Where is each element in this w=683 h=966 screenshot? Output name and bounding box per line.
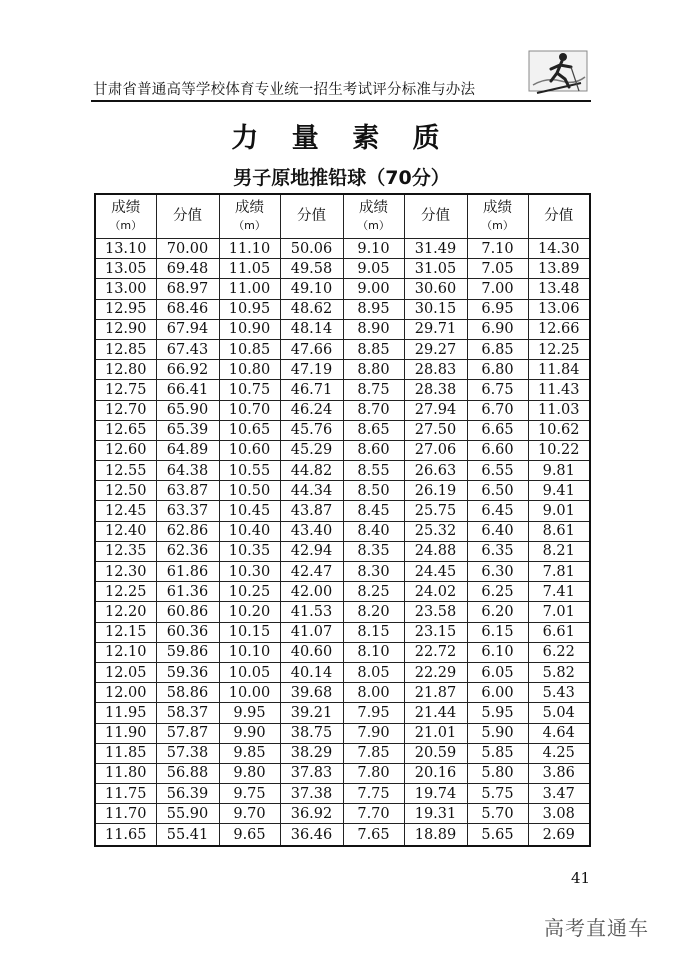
points-cell: 67.94 bbox=[156, 319, 219, 339]
points-cell: 4.64 bbox=[528, 723, 590, 743]
table-row bbox=[95, 723, 590, 743]
points-cell: 20.16 bbox=[404, 763, 467, 783]
points-cell: 44.34 bbox=[280, 481, 343, 501]
score-cell: 10.90 bbox=[219, 319, 280, 339]
table-row bbox=[95, 562, 590, 582]
points-cell: 42.94 bbox=[280, 541, 343, 561]
score-cell: 10.30 bbox=[219, 562, 280, 582]
score-cell: 8.90 bbox=[343, 319, 404, 339]
points-cell: 40.60 bbox=[280, 642, 343, 662]
table-row bbox=[95, 743, 590, 763]
score-cell: 10.95 bbox=[219, 299, 280, 319]
score-cell: 12.45 bbox=[95, 501, 156, 521]
score-cell: 12.60 bbox=[95, 440, 156, 460]
points-cell: 39.21 bbox=[280, 703, 343, 723]
col-header-points: 分值 bbox=[404, 194, 467, 239]
score-cell: 8.65 bbox=[343, 420, 404, 440]
points-cell: 26.19 bbox=[404, 481, 467, 501]
col-header-score: 成绩 （m） bbox=[95, 194, 156, 239]
points-cell: 49.10 bbox=[280, 279, 343, 299]
points-cell: 19.31 bbox=[404, 804, 467, 824]
points-cell: 50.06 bbox=[280, 239, 343, 259]
score-cell: 6.05 bbox=[467, 662, 528, 682]
points-cell: 65.39 bbox=[156, 420, 219, 440]
points-cell: 44.82 bbox=[280, 461, 343, 481]
score-cell: 12.55 bbox=[95, 461, 156, 481]
col-header-points: 分值 bbox=[280, 194, 343, 239]
score-cell: 12.15 bbox=[95, 622, 156, 642]
score-cell: 6.10 bbox=[467, 642, 528, 662]
points-cell: 25.32 bbox=[404, 521, 467, 541]
table-row bbox=[95, 683, 590, 703]
points-cell: 46.71 bbox=[280, 380, 343, 400]
points-cell: 60.36 bbox=[156, 622, 219, 642]
table-row bbox=[95, 380, 590, 400]
points-cell: 6.61 bbox=[528, 622, 590, 642]
table-row bbox=[95, 279, 590, 299]
score-cell: 7.10 bbox=[467, 239, 528, 259]
table-row bbox=[95, 481, 590, 501]
score-cell: 9.00 bbox=[343, 279, 404, 299]
table-row bbox=[95, 259, 590, 279]
score-cell: 6.50 bbox=[467, 481, 528, 501]
score-cell: 9.05 bbox=[343, 259, 404, 279]
score-cell: 8.55 bbox=[343, 461, 404, 481]
points-cell: 27.50 bbox=[404, 420, 467, 440]
points-cell: 27.94 bbox=[404, 400, 467, 420]
score-cell: 10.15 bbox=[219, 622, 280, 642]
score-cell: 8.80 bbox=[343, 360, 404, 380]
points-cell: 24.02 bbox=[404, 582, 467, 602]
score-cell: 12.10 bbox=[95, 642, 156, 662]
score-cell: 12.40 bbox=[95, 521, 156, 541]
score-cell: 11.70 bbox=[95, 804, 156, 824]
points-cell: 43.87 bbox=[280, 501, 343, 521]
points-cell: 10.62 bbox=[528, 420, 590, 440]
col-header-points: 分值 bbox=[528, 194, 590, 239]
points-cell: 61.36 bbox=[156, 582, 219, 602]
points-cell: 66.41 bbox=[156, 380, 219, 400]
score-cell: 6.60 bbox=[467, 440, 528, 460]
score-cell: 11.75 bbox=[95, 784, 156, 804]
points-cell: 7.01 bbox=[528, 602, 590, 622]
points-cell: 41.53 bbox=[280, 602, 343, 622]
table-row bbox=[95, 239, 590, 259]
points-cell: 47.66 bbox=[280, 339, 343, 359]
header-title: 甘肃省普通高等学校体育专业统一招生考试评分标准与办法 bbox=[93, 82, 476, 98]
table-row bbox=[95, 602, 590, 622]
table-row bbox=[95, 763, 590, 783]
score-cell: 12.20 bbox=[95, 602, 156, 622]
points-cell: 30.60 bbox=[404, 279, 467, 299]
score-cell: 8.05 bbox=[343, 662, 404, 682]
points-cell: 11.03 bbox=[528, 400, 590, 420]
points-cell: 9.01 bbox=[528, 501, 590, 521]
score-cell: 9.85 bbox=[219, 743, 280, 763]
score-cell: 11.10 bbox=[219, 239, 280, 259]
score-cell: 6.55 bbox=[467, 461, 528, 481]
score-cell: 10.50 bbox=[219, 481, 280, 501]
score-cell: 11.00 bbox=[219, 279, 280, 299]
points-cell: 22.29 bbox=[404, 662, 467, 682]
score-cell: 12.50 bbox=[95, 481, 156, 501]
col-header-score: 成绩 （m） bbox=[219, 194, 280, 239]
score-cell: 9.70 bbox=[219, 804, 280, 824]
score-cell: 8.35 bbox=[343, 541, 404, 561]
points-cell: 68.97 bbox=[156, 279, 219, 299]
points-cell: 3.08 bbox=[528, 804, 590, 824]
score-cell: 6.80 bbox=[467, 360, 528, 380]
points-cell: 60.86 bbox=[156, 602, 219, 622]
points-cell: 37.83 bbox=[280, 763, 343, 783]
points-cell: 8.61 bbox=[528, 521, 590, 541]
points-cell: 11.84 bbox=[528, 360, 590, 380]
points-cell: 20.59 bbox=[404, 743, 467, 763]
points-cell: 55.41 bbox=[156, 824, 219, 847]
score-cell: 9.95 bbox=[219, 703, 280, 723]
points-cell: 26.63 bbox=[404, 461, 467, 481]
points-cell: 70.00 bbox=[156, 239, 219, 259]
points-cell: 13.89 bbox=[528, 259, 590, 279]
score-cell: 12.70 bbox=[95, 400, 156, 420]
points-cell: 67.43 bbox=[156, 339, 219, 359]
score-cell: 10.60 bbox=[219, 440, 280, 460]
score-cell: 12.90 bbox=[95, 319, 156, 339]
table-row bbox=[95, 642, 590, 662]
points-cell: 9.81 bbox=[528, 461, 590, 481]
score-cell: 8.85 bbox=[343, 339, 404, 359]
points-cell: 48.14 bbox=[280, 319, 343, 339]
points-cell: 21.44 bbox=[404, 703, 467, 723]
score-cell: 8.95 bbox=[343, 299, 404, 319]
points-cell: 59.36 bbox=[156, 662, 219, 682]
score-cell: 5.90 bbox=[467, 723, 528, 743]
points-cell: 13.48 bbox=[528, 279, 590, 299]
score-cell: 13.05 bbox=[95, 259, 156, 279]
points-cell: 3.47 bbox=[528, 784, 590, 804]
score-cell: 11.80 bbox=[95, 763, 156, 783]
score-cell: 6.15 bbox=[467, 622, 528, 642]
score-cell: 10.25 bbox=[219, 582, 280, 602]
points-cell: 9.41 bbox=[528, 481, 590, 501]
table-row bbox=[95, 501, 590, 521]
points-cell: 5.43 bbox=[528, 683, 590, 703]
score-cell: 10.10 bbox=[219, 642, 280, 662]
points-cell: 61.86 bbox=[156, 562, 219, 582]
score-cell: 5.65 bbox=[467, 824, 528, 847]
score-table bbox=[94, 193, 591, 847]
table-row bbox=[95, 420, 590, 440]
points-cell: 25.75 bbox=[404, 501, 467, 521]
points-cell: 21.01 bbox=[404, 723, 467, 743]
col-header-score: 成绩 （m） bbox=[343, 194, 404, 239]
score-cell: 8.75 bbox=[343, 380, 404, 400]
col-header-score: 成绩 （m） bbox=[467, 194, 528, 239]
score-cell: 8.20 bbox=[343, 602, 404, 622]
score-cell: 9.90 bbox=[219, 723, 280, 743]
points-cell: 63.37 bbox=[156, 501, 219, 521]
score-cell: 8.60 bbox=[343, 440, 404, 460]
points-cell: 58.86 bbox=[156, 683, 219, 703]
watermark: 高考直通车 bbox=[544, 916, 649, 940]
points-cell: 64.89 bbox=[156, 440, 219, 460]
points-cell: 65.90 bbox=[156, 400, 219, 420]
points-cell: 62.36 bbox=[156, 541, 219, 561]
score-cell: 10.55 bbox=[219, 461, 280, 481]
points-cell: 37.38 bbox=[280, 784, 343, 804]
score-cell: 7.05 bbox=[467, 259, 528, 279]
table-row bbox=[95, 703, 590, 723]
points-cell: 14.30 bbox=[528, 239, 590, 259]
table-row bbox=[95, 461, 590, 481]
score-cell: 13.10 bbox=[95, 239, 156, 259]
score-cell: 6.65 bbox=[467, 420, 528, 440]
score-cell: 10.40 bbox=[219, 521, 280, 541]
score-cell: 10.35 bbox=[219, 541, 280, 561]
table-title: 男子原地推铅球（70分） bbox=[233, 167, 450, 189]
points-cell: 63.87 bbox=[156, 481, 219, 501]
points-cell: 69.48 bbox=[156, 259, 219, 279]
points-cell: 12.25 bbox=[528, 339, 590, 359]
points-cell: 43.40 bbox=[280, 521, 343, 541]
points-cell: 11.43 bbox=[528, 380, 590, 400]
points-cell: 2.69 bbox=[528, 824, 590, 847]
points-cell: 18.89 bbox=[404, 824, 467, 847]
points-cell: 21.87 bbox=[404, 683, 467, 703]
score-cell: 10.45 bbox=[219, 501, 280, 521]
section-title: 力 量 素 质 bbox=[231, 123, 452, 154]
table-row bbox=[95, 784, 590, 804]
score-cell: 6.35 bbox=[467, 541, 528, 561]
score-cell: 10.75 bbox=[219, 380, 280, 400]
points-cell: 7.81 bbox=[528, 562, 590, 582]
skier-logo-icon bbox=[527, 47, 589, 99]
points-cell: 45.76 bbox=[280, 420, 343, 440]
score-cell: 12.85 bbox=[95, 339, 156, 359]
score-cell: 12.25 bbox=[95, 582, 156, 602]
score-cell: 9.10 bbox=[343, 239, 404, 259]
points-cell: 38.75 bbox=[280, 723, 343, 743]
score-cell: 6.70 bbox=[467, 400, 528, 420]
points-cell: 6.22 bbox=[528, 642, 590, 662]
score-cell: 7.95 bbox=[343, 703, 404, 723]
points-cell: 28.38 bbox=[404, 380, 467, 400]
score-cell: 8.15 bbox=[343, 622, 404, 642]
score-cell: 7.90 bbox=[343, 723, 404, 743]
points-cell: 31.05 bbox=[404, 259, 467, 279]
score-cell: 10.85 bbox=[219, 339, 280, 359]
score-cell: 6.85 bbox=[467, 339, 528, 359]
score-cell: 7.00 bbox=[467, 279, 528, 299]
points-cell: 46.24 bbox=[280, 400, 343, 420]
points-cell: 59.86 bbox=[156, 642, 219, 662]
points-cell: 29.27 bbox=[404, 339, 467, 359]
points-cell: 49.58 bbox=[280, 259, 343, 279]
score-cell: 9.65 bbox=[219, 824, 280, 847]
points-cell: 31.49 bbox=[404, 239, 467, 259]
points-cell: 7.41 bbox=[528, 582, 590, 602]
points-cell: 10.22 bbox=[528, 440, 590, 460]
points-cell: 55.90 bbox=[156, 804, 219, 824]
points-cell: 39.68 bbox=[280, 683, 343, 703]
score-cell: 9.80 bbox=[219, 763, 280, 783]
score-cell: 6.75 bbox=[467, 380, 528, 400]
points-cell: 3.86 bbox=[528, 763, 590, 783]
table-row bbox=[95, 339, 590, 359]
table-row bbox=[95, 400, 590, 420]
table-row bbox=[95, 521, 590, 541]
points-cell: 62.86 bbox=[156, 521, 219, 541]
points-cell: 22.72 bbox=[404, 642, 467, 662]
table-row bbox=[95, 804, 590, 824]
score-cell: 11.65 bbox=[95, 824, 156, 847]
score-cell: 6.40 bbox=[467, 521, 528, 541]
score-cell: 8.45 bbox=[343, 501, 404, 521]
score-cell: 7.70 bbox=[343, 804, 404, 824]
points-cell: 23.15 bbox=[404, 622, 467, 642]
table-row bbox=[95, 582, 590, 602]
score-cell: 6.95 bbox=[467, 299, 528, 319]
points-cell: 30.15 bbox=[404, 299, 467, 319]
score-cell: 5.85 bbox=[467, 743, 528, 763]
score-cell: 6.00 bbox=[467, 683, 528, 703]
score-cell: 8.40 bbox=[343, 521, 404, 541]
score-cell: 9.75 bbox=[219, 784, 280, 804]
score-cell: 10.65 bbox=[219, 420, 280, 440]
score-cell: 7.75 bbox=[343, 784, 404, 804]
table-row bbox=[95, 440, 590, 460]
score-cell: 11.05 bbox=[219, 259, 280, 279]
score-cell: 7.85 bbox=[343, 743, 404, 763]
score-cell: 5.95 bbox=[467, 703, 528, 723]
points-cell: 28.83 bbox=[404, 360, 467, 380]
score-cell: 12.65 bbox=[95, 420, 156, 440]
score-cell: 13.00 bbox=[95, 279, 156, 299]
points-cell: 13.06 bbox=[528, 299, 590, 319]
score-cell: 11.95 bbox=[95, 703, 156, 723]
points-cell: 58.37 bbox=[156, 703, 219, 723]
points-cell: 5.82 bbox=[528, 662, 590, 682]
points-cell: 19.74 bbox=[404, 784, 467, 804]
score-cell: 12.00 bbox=[95, 683, 156, 703]
points-cell: 36.46 bbox=[280, 824, 343, 847]
points-cell: 42.47 bbox=[280, 562, 343, 582]
score-cell: 10.80 bbox=[219, 360, 280, 380]
score-cell: 6.45 bbox=[467, 501, 528, 521]
score-cell: 6.30 bbox=[467, 562, 528, 582]
score-cell: 10.20 bbox=[219, 602, 280, 622]
score-cell: 10.70 bbox=[219, 400, 280, 420]
score-cell: 12.80 bbox=[95, 360, 156, 380]
points-cell: 5.04 bbox=[528, 703, 590, 723]
points-cell: 56.88 bbox=[156, 763, 219, 783]
header-rule bbox=[91, 100, 591, 102]
points-cell: 57.87 bbox=[156, 723, 219, 743]
score-cell: 8.30 bbox=[343, 562, 404, 582]
table-row bbox=[95, 319, 590, 339]
col-header-points: 分值 bbox=[156, 194, 219, 239]
score-cell: 8.70 bbox=[343, 400, 404, 420]
score-cell: 12.05 bbox=[95, 662, 156, 682]
table-row bbox=[95, 541, 590, 561]
points-cell: 57.38 bbox=[156, 743, 219, 763]
score-cell: 8.25 bbox=[343, 582, 404, 602]
score-cell: 11.90 bbox=[95, 723, 156, 743]
score-cell: 12.35 bbox=[95, 541, 156, 561]
score-cell: 11.85 bbox=[95, 743, 156, 763]
score-cell: 12.95 bbox=[95, 299, 156, 319]
score-cell: 7.65 bbox=[343, 824, 404, 847]
score-cell: 8.00 bbox=[343, 683, 404, 703]
table-row bbox=[95, 299, 590, 319]
table-row bbox=[95, 662, 590, 682]
points-cell: 8.21 bbox=[528, 541, 590, 561]
points-cell: 47.19 bbox=[280, 360, 343, 380]
points-cell: 29.71 bbox=[404, 319, 467, 339]
points-cell: 24.88 bbox=[404, 541, 467, 561]
table-row bbox=[95, 824, 590, 847]
points-cell: 36.92 bbox=[280, 804, 343, 824]
score-cell: 10.00 bbox=[219, 683, 280, 703]
score-cell: 12.75 bbox=[95, 380, 156, 400]
points-cell: 40.14 bbox=[280, 662, 343, 682]
points-cell: 56.39 bbox=[156, 784, 219, 804]
score-cell: 12.30 bbox=[95, 562, 156, 582]
score-cell: 5.75 bbox=[467, 784, 528, 804]
points-cell: 27.06 bbox=[404, 440, 467, 460]
points-cell: 42.00 bbox=[280, 582, 343, 602]
points-cell: 12.66 bbox=[528, 319, 590, 339]
points-cell: 4.25 bbox=[528, 743, 590, 763]
points-cell: 68.46 bbox=[156, 299, 219, 319]
score-cell: 5.80 bbox=[467, 763, 528, 783]
header-row bbox=[95, 194, 590, 239]
score-cell: 6.25 bbox=[467, 582, 528, 602]
points-cell: 38.29 bbox=[280, 743, 343, 763]
points-cell: 41.07 bbox=[280, 622, 343, 642]
points-cell: 45.29 bbox=[280, 440, 343, 460]
score-cell: 5.70 bbox=[467, 804, 528, 824]
score-cell: 6.20 bbox=[467, 602, 528, 622]
table-row bbox=[95, 622, 590, 642]
points-cell: 64.38 bbox=[156, 461, 219, 481]
score-cell: 7.80 bbox=[343, 763, 404, 783]
score-cell: 8.10 bbox=[343, 642, 404, 662]
points-cell: 23.58 bbox=[404, 602, 467, 622]
table-row bbox=[95, 360, 590, 380]
points-cell: 24.45 bbox=[404, 562, 467, 582]
score-cell: 10.05 bbox=[219, 662, 280, 682]
points-cell: 66.92 bbox=[156, 360, 219, 380]
points-cell: 48.62 bbox=[280, 299, 343, 319]
score-cell: 8.50 bbox=[343, 481, 404, 501]
page-number: 41 bbox=[571, 869, 591, 887]
score-cell: 6.90 bbox=[467, 319, 528, 339]
